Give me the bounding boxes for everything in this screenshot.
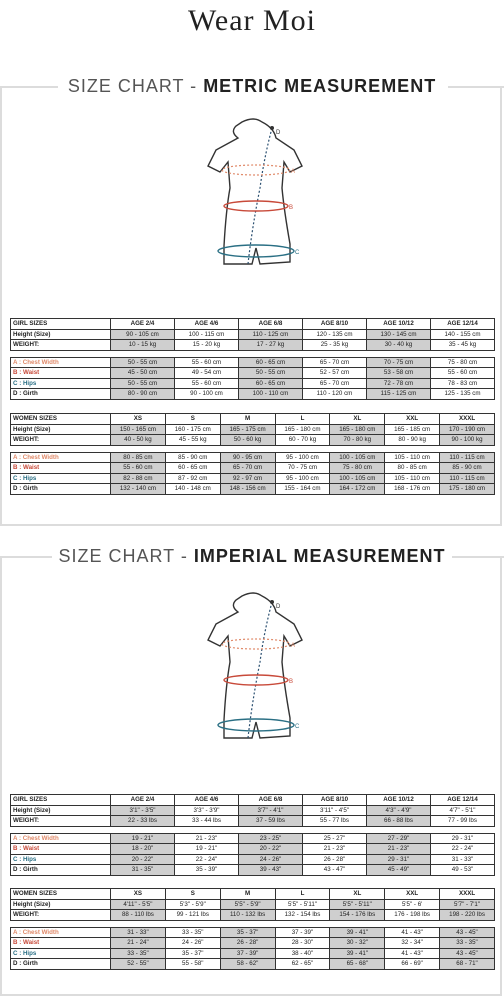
table-cell: 5'3" - 5'9" [165,899,220,910]
table-row [11,833,495,844]
table-row [11,948,495,959]
column-header: XS [111,889,166,900]
column-header: XXL [385,889,440,900]
label-d: D [276,604,281,610]
spacer-cell [11,350,111,357]
column-header: AGE 4/6 [175,319,239,330]
table-cell: 41 - 43" [385,927,440,938]
table-cell: 66 - 69" [385,959,440,970]
spacer-cell [431,350,495,357]
table-cell: 55 - 58" [165,959,220,970]
row-label: A : Chest Width [11,357,111,368]
spacer-cell [440,920,495,927]
table-cell: 100 - 110 cm [239,389,303,400]
table-cell: 3'11" - 4'5" [303,805,367,816]
table-cell: 4'11" - 5'5" [111,899,166,910]
row-label: A : Chest Width [11,833,111,844]
table-row [11,816,495,827]
table-cell: 55 - 60 cm [175,357,239,368]
table-cell: 65 - 70 cm [220,463,275,474]
spacer-cell [367,350,431,357]
table-cell: 32 - 34" [385,938,440,949]
table-cell: 28 - 30" [275,938,330,949]
row-label: B : Waist [11,844,111,855]
table-cell: 60 - 65 cm [165,463,220,474]
label-d: D [276,130,281,136]
label-b: B [289,205,294,211]
row-label: C : Hips [11,854,111,865]
spacer-cell [431,826,495,833]
column-header: XXL [385,414,440,425]
table-cell: 35 - 37" [220,927,275,938]
title-light: SIZE CHART - [58,546,188,566]
spacer-cell [385,920,440,927]
row-label: Height (Size) [11,899,111,910]
table-cell: 176 - 198 lbs [385,910,440,921]
table-cell: 62 - 65" [275,959,330,970]
table-cell: 55 - 60 cm [431,368,495,379]
table-row [11,357,495,368]
table-cell: 132 - 154 lbs [275,910,330,921]
table-cell: 60 - 70 kg [275,435,330,446]
table-row [11,899,495,910]
table-cell: 65 - 70 cm [303,357,367,368]
spacer-cell [367,826,431,833]
table-cell: 45 - 50 cm [111,368,175,379]
table-cell: 20 - 22" [239,844,303,855]
column-header: XS [111,414,166,425]
table-cell: 21 - 24" [111,938,166,949]
table-row [11,463,495,474]
table-cell: 18 - 20" [111,844,175,855]
table-cell: 150 - 165 cm [111,424,166,435]
brand-name: Wear Moi [187,4,317,37]
table-row [11,854,495,865]
table-cell: 45 - 49" [367,865,431,876]
table-cell: 39 - 41" [330,948,385,959]
table-cell: 160 - 175 cm [165,424,220,435]
table-row [11,378,495,389]
table-cell: 50 - 55 cm [239,368,303,379]
column-header: AGE 10/12 [367,795,431,806]
label-c: C [295,724,300,730]
row-label: A : Chest Width [11,927,111,938]
table-cell: 110 - 132 lbs [220,910,275,921]
column-header: GIRL SIZES [11,795,111,806]
table-cell: 115 - 125 cm [367,389,431,400]
table-cell: 70 - 80 kg [330,435,385,446]
column-header: AGE 10/12 [367,319,431,330]
table-cell: 27 - 29" [367,833,431,844]
table-cell: 37 - 39" [275,927,330,938]
table-cell: 30 - 32" [330,938,385,949]
table-cell: 80 - 90 kg [385,435,440,446]
table-cell: 85 - 90 cm [440,463,495,474]
table-cell: 85 - 90 cm [165,452,220,463]
table-cell: 55 - 60 cm [111,463,166,474]
table-cell: 35 - 45 kg [431,340,495,351]
column-header: AGE 8/10 [303,795,367,806]
table-cell: 170 - 190 cm [440,424,495,435]
column-header: AGE 2/4 [111,319,175,330]
column-header: XXXL [440,889,495,900]
metric-women-table [10,413,495,495]
table-cell: 148 - 156 cm [220,484,275,495]
table-cell: 31 - 35" [111,865,175,876]
table-cell: 165 - 180 cm [330,424,385,435]
table-cell: 31 - 33" [431,854,495,865]
table-cell: 43 - 45" [440,948,495,959]
row-label: C : Hips [11,948,111,959]
table-cell: 110 - 120 cm [303,389,367,400]
table-cell: 37 - 59 lbs [239,816,303,827]
table-cell: 60 - 65 cm [239,378,303,389]
table-cell: 43 - 47" [303,865,367,876]
table-cell: 24 - 26" [165,938,220,949]
label-b: B [289,679,294,685]
table-cell: 77 - 99 lbs [431,816,495,827]
spacer-cell [220,445,275,452]
table-cell: 90 - 100 cm [175,389,239,400]
table-row [11,938,495,949]
spacer-cell [111,920,166,927]
table-cell: 17 - 27 kg [239,340,303,351]
table-header-row [11,795,495,806]
spacer-cell [175,350,239,357]
table-row [11,805,495,816]
table-cell: 39 - 41" [330,927,385,938]
row-label: WEIGHT: [11,910,111,921]
table-cell: 3'7" - 4'1" [239,805,303,816]
column-header: S [165,889,220,900]
table-cell: 49 - 53" [431,865,495,876]
table-cell: 168 - 176 cm [385,484,440,495]
table-cell: 80 - 90 cm [111,389,175,400]
table-cell: 65 - 70 cm [303,378,367,389]
table-cell: 140 - 155 cm [431,329,495,340]
column-header: WOMEN SIZES [11,889,111,900]
title-light: SIZE CHART - [67,76,198,96]
table-cell: 52 - 55" [111,959,166,970]
spacer-cell [11,826,111,833]
column-header: M [220,414,275,425]
column-header: AGE 6/8 [239,319,303,330]
table-cell: 70 - 75 cm [367,357,431,368]
table-row [11,368,495,379]
table-cell: 25 - 27" [303,833,367,844]
table-cell: 22 - 24" [175,854,239,865]
spacer-cell [239,826,303,833]
spacer-cell [239,350,303,357]
table-cell: 33 - 35" [165,927,220,938]
table-cell: 55 - 77 lbs [303,816,367,827]
table-cell: 175 - 180 cm [440,484,495,495]
table-cell: 105 - 110 cm [385,452,440,463]
label-a: A [291,169,296,175]
table-cell: 165 - 180 cm [275,424,330,435]
table-cell: 26 - 28" [303,854,367,865]
table-row [11,329,495,340]
column-header: AGE 12/14 [431,319,495,330]
table-cell: 154 - 176 lbs [330,910,385,921]
table-cell: 66 - 88 lbs [367,816,431,827]
table-cell: 155 - 164 cm [275,484,330,495]
table-cell: 198 - 220 lbs [440,910,495,921]
table-cell: 50 - 55 cm [111,357,175,368]
table-cell: 90 - 100 kg [440,435,495,446]
title-bold: IMPERIAL MEASUREMENT [193,546,446,566]
table-cell: 41 - 43" [385,948,440,959]
table-cell: 70 - 75 cm [275,463,330,474]
row-label: Height (Size) [11,805,111,816]
table-header-row [11,889,495,900]
table-cell: 75 - 80 cm [431,357,495,368]
table-cell: 31 - 33" [111,927,166,938]
column-header: AGE 12/14 [431,795,495,806]
table-cell: 35 - 37" [165,948,220,959]
table-cell: 90 - 95 cm [220,452,275,463]
table-cell: 49 - 54 cm [175,368,239,379]
spacer-cell [330,920,385,927]
column-header: S [165,414,220,425]
spacer-cell [303,350,367,357]
metric-body-figure [190,118,320,288]
table-cell: 58 - 62" [220,959,275,970]
table-cell: 72 - 78 cm [367,378,431,389]
table-cell: 52 - 57 cm [303,368,367,379]
table-cell: 20 - 22" [111,854,175,865]
spacer-cell [440,445,495,452]
table-row [11,910,495,921]
table-cell: 130 - 145 cm [367,329,431,340]
row-label: D : Girth [11,865,111,876]
metric-girls-table [10,318,495,400]
table-row [11,424,495,435]
table-cell: 80 - 85 cm [385,463,440,474]
label-a: A [291,643,296,649]
table-cell: 78 - 83 cm [431,378,495,389]
spacer-cell [111,445,166,452]
table-cell: 29 - 31" [367,854,431,865]
table-cell: 125 - 135 cm [431,389,495,400]
row-spacer [11,826,495,833]
table-cell: 65 - 68" [330,959,385,970]
table-cell: 50 - 55 cm [111,378,175,389]
table-row [11,844,495,855]
table-cell: 110 - 125 cm [239,329,303,340]
table-cell: 22 - 24" [431,844,495,855]
table-cell: 33 - 35" [111,948,166,959]
row-label: WEIGHT: [11,340,111,351]
table-header-row [11,319,495,330]
table-cell: 45 - 55 kg [165,435,220,446]
table-cell: 164 - 172 cm [330,484,385,495]
row-label: D : Girth [11,959,111,970]
table-cell: 19 - 21" [111,833,175,844]
table-row [11,389,495,400]
table-row [11,435,495,446]
spacer-cell [165,920,220,927]
table-row [11,452,495,463]
spacer-cell [111,350,175,357]
table-cell: 105 - 110 cm [385,473,440,484]
table-cell: 10 - 15 kg [111,340,175,351]
column-header: GIRL SIZES [11,319,111,330]
row-spacer [11,920,495,927]
row-label: WEIGHT: [11,435,111,446]
spacer-cell [11,920,111,927]
table-cell: 24 - 26" [239,854,303,865]
table-header-row [11,414,495,425]
column-header: AGE 2/4 [111,795,175,806]
row-label: D : Girth [11,389,111,400]
brand-logo [0,4,504,38]
table-cell: 5'5" - 5'11" [330,899,385,910]
table-cell: 90 - 105 cm [111,329,175,340]
table-cell: 26 - 28" [220,938,275,949]
column-header: M [220,889,275,900]
row-label: C : Hips [11,473,111,484]
table-row [11,484,495,495]
imperial-women-table [10,888,495,970]
table-cell: 99 - 121 lbs [165,910,220,921]
spacer-cell [303,826,367,833]
spacer-cell [220,920,275,927]
table-cell: 5'7" - 7'1" [440,899,495,910]
column-header: AGE 4/6 [175,795,239,806]
table-cell: 35 - 39" [175,865,239,876]
table-cell: 82 - 88 cm [111,473,166,484]
table-cell: 110 - 115 cm [440,473,495,484]
table-cell: 39 - 43" [239,865,303,876]
row-label: B : Waist [11,463,111,474]
table-cell: 19 - 21" [175,844,239,855]
table-cell: 165 - 185 cm [385,424,440,435]
table-cell: 60 - 65 cm [239,357,303,368]
table-cell: 5'5" - 5'9" [220,899,275,910]
column-header: XL [330,889,385,900]
row-label: B : Waist [11,368,111,379]
table-cell: 100 - 105 cm [330,452,385,463]
row-label: Height (Size) [11,424,111,435]
table-cell: 37 - 39" [220,948,275,959]
column-header: AGE 8/10 [303,319,367,330]
row-label: C : Hips [11,378,111,389]
table-cell: 80 - 85 cm [111,452,166,463]
table-cell: 92 - 97 cm [220,473,275,484]
column-header: L [275,889,330,900]
row-label: A : Chest Width [11,452,111,463]
table-cell: 40 - 50 kg [111,435,166,446]
spacer-cell [275,445,330,452]
table-cell: 165 - 175 cm [220,424,275,435]
column-header: XL [330,414,385,425]
imperial-girls-table [10,794,495,876]
table-cell: 4'3" - 4'9" [367,805,431,816]
table-row [11,959,495,970]
table-cell: 33 - 44 lbs [175,816,239,827]
table-cell: 38 - 40" [275,948,330,959]
table-row [11,865,495,876]
table-cell: 25 - 35 kg [303,340,367,351]
row-label: D : Girth [11,484,111,495]
table-cell: 88 - 110 lbs [111,910,166,921]
row-label: Height (Size) [11,329,111,340]
table-cell: 3'1" - 3'5" [111,805,175,816]
table-row [11,340,495,351]
spacer-cell [165,445,220,452]
table-cell: 23 - 25" [239,833,303,844]
table-cell: 120 - 135 cm [303,329,367,340]
spacer-cell [111,826,175,833]
table-row [11,473,495,484]
spacer-cell [175,826,239,833]
column-header: L [275,414,330,425]
table-cell: 110 - 115 cm [440,452,495,463]
table-cell: 95 - 100 cm [275,473,330,484]
table-cell: 29 - 31" [431,833,495,844]
table-cell: 4'7" - 5'1" [431,805,495,816]
table-cell: 68 - 71" [440,959,495,970]
table-cell: 30 - 40 kg [367,340,431,351]
title-bold: METRIC MEASUREMENT [203,76,437,96]
table-cell: 15 - 20 kg [175,340,239,351]
table-cell: 21 - 23" [303,844,367,855]
table-cell: 87 - 92 cm [165,473,220,484]
row-spacer [11,350,495,357]
table-cell: 22 - 33 lbs [111,816,175,827]
column-header: WOMEN SIZES [11,414,111,425]
table-cell: 140 - 148 cm [165,484,220,495]
column-header: XXXL [440,414,495,425]
row-label: B : Waist [11,938,111,949]
table-cell: 21 - 23" [367,844,431,855]
spacer-cell [11,445,111,452]
table-cell: 55 - 60 cm [175,378,239,389]
table-cell: 5'5" - 5'11" [275,899,330,910]
table-cell: 5'5" - 6' [385,899,440,910]
table-cell: 53 - 58 cm [367,368,431,379]
imperial-body-figure [190,592,320,762]
table-row [11,927,495,938]
column-header: AGE 6/8 [239,795,303,806]
spacer-cell [275,920,330,927]
table-cell: 100 - 115 cm [175,329,239,340]
label-c: C [295,250,300,256]
table-cell: 43 - 45" [440,927,495,938]
table-cell: 3'3" - 3'9" [175,805,239,816]
table-cell: 100 - 105 cm [330,473,385,484]
spacer-cell [385,445,440,452]
table-cell: 33 - 35" [440,938,495,949]
table-cell: 50 - 60 kg [220,435,275,446]
row-label: WEIGHT: [11,816,111,827]
row-spacer [11,445,495,452]
table-cell: 95 - 100 cm [275,452,330,463]
table-cell: 21 - 23" [175,833,239,844]
table-cell: 75 - 80 cm [330,463,385,474]
spacer-cell [330,445,385,452]
table-cell: 132 - 140 cm [111,484,166,495]
